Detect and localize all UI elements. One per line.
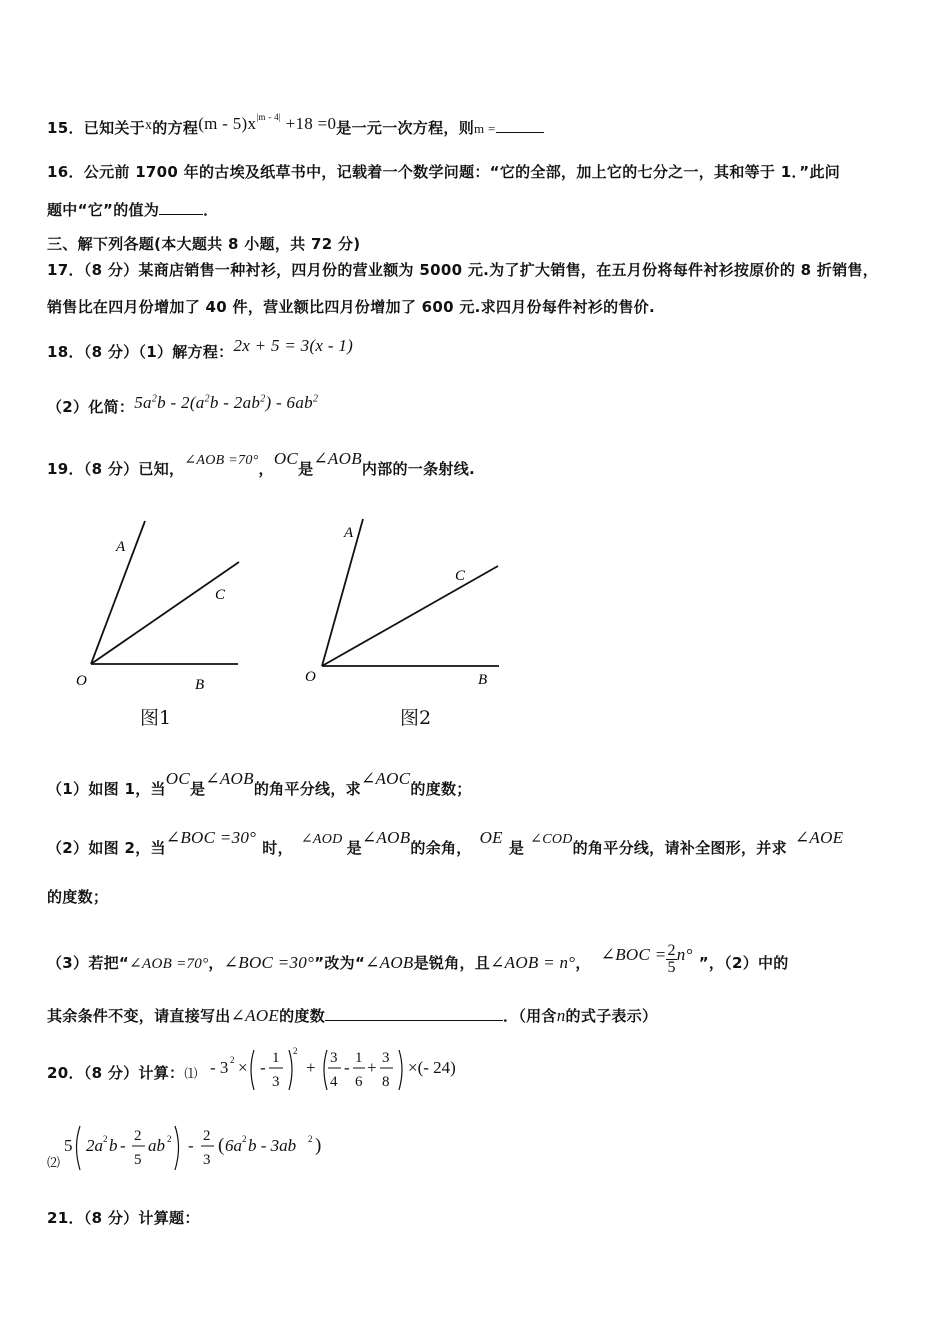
svg-text:3: 3 [272,1074,280,1090]
q16-text: 题中“它”的值为 [47,201,160,219]
fig1-ray-oc [91,562,239,664]
svg-text:b - 3ab: b - 3ab [248,1136,297,1155]
q19-tail: 内部的一条射线. [361,460,475,478]
q20-part-1-expression [208,1042,478,1096]
svg-text:-: - [120,1136,126,1155]
q15-text-3: 是一元一次方程，则 [336,119,474,137]
svg-text:2: 2 [134,1128,142,1144]
fig1-label-b: B [195,677,205,693]
q18-part-1-label: 18．（8 分）（1）解方程： [47,343,234,361]
q15-text-2: 的方程 [152,119,199,137]
q19-part-3-aob70: ∠AOB =70° [129,956,209,972]
svg-text:5: 5 [64,1136,73,1155]
svg-text:b: b [109,1136,118,1155]
q19-part-3-aobn: ∠AOB = n° [490,953,576,972]
fig1-label-c: C [215,587,226,603]
q18-part-2-expression: $5a^2b - 2(a^2b - 2ab^2) - 6ab^2$ [134,393,319,412]
svg-text:2: 2 [203,1128,211,1144]
q16-period: ． [203,201,219,219]
q19-part-2-oe: OE [479,828,503,847]
q19-label: 19．（8 分）已知， [47,460,185,478]
q19-part-2-cont: 的度数； [47,888,109,906]
fig1-label-o: O [76,673,87,689]
q19-part-2-aoe: ∠AOE [794,828,844,847]
q19-part-3-text-f: 的度数 [279,1007,326,1025]
svg-text:3: 3 [330,1050,338,1066]
q18-part-2-label: （2）化简： [47,398,135,416]
svg-text:6a: 6a [225,1136,242,1155]
q19-part-2-aob: ∠AOB [361,828,411,847]
q19-part-3-text-d: ”，（2）中的 [698,954,789,972]
q19-part-3-fraction: $\frac{2}{5}$ [667,942,676,976]
q19-part-3: （3）若把“∠AOB =70°，∠BOC =30°”改为“∠AOB是锐角，且∠AOB = n°， ∠BOC = $\frac{2}{5}$ n° ”，（2）中的 [47,942,789,976]
q19-answer-blank[interactable] [325,1006,503,1021]
q15-line [47,112,544,138]
q20-part-1 [47,1062,198,1083]
figure-2 [300,515,510,695]
fig2-ray-oa [322,519,363,666]
fig2-label-a: A [344,525,354,541]
svg-text:1: 1 [272,1050,280,1066]
svg-text:-: - [188,1136,194,1155]
svg-text:8: 8 [382,1074,390,1090]
q19-part-1: （1）如图 1，当OC是∠AOB的角平分线，求∠AOC的度数； [47,769,472,798]
svg-text:): ) [315,1135,322,1156]
q15-equation: $(m - 5)x^{|m - 4|} +18 =0$ [198,112,337,133]
q19-part-3-text-a: （3）若把“ [47,954,130,972]
q19-part-1-aob: ∠AOB [205,769,254,788]
svg-text:2: 2 [167,1134,172,1144]
svg-text:5: 5 [134,1152,142,1168]
q19-part-3-text-h: 的式子表示） [565,1007,658,1025]
q15-number: 15． [47,119,84,137]
q20-label: 20．（8 分）计算： [47,1064,185,1082]
svg-text:ab: ab [148,1136,165,1155]
svg-text:3: 3 [203,1152,211,1168]
svg-text:(: ( [218,1135,225,1156]
q19-part-3-text-c: 是锐角，且 [413,954,491,972]
q19-part-1-text-b: 的角平分线，求 [253,780,361,798]
svg-text:2: 2 [308,1134,313,1144]
q19-part-2-cod: ∠COD [530,832,573,847]
q19-part-1-oc: OC [165,769,191,788]
q18-part-2 [47,393,318,417]
svg-text:6: 6 [355,1074,363,1090]
q19-part-1-text-c: 的度数； [410,780,472,798]
svg-text:2a: 2a [86,1136,103,1155]
svg-text:×(- 24): ×(- 24) [408,1058,456,1077]
q19-part-3-text-g: ．（用含 [503,1007,557,1025]
q15-var-x: x [144,118,153,133]
q18-part-1 [47,336,353,362]
q21-label: 21．（8 分）计算题： [47,1209,200,1227]
figure-1 [70,515,250,695]
svg-text:- 3: - 3 [210,1058,229,1077]
q19-part-1-text-a: （1）如图 1，当 [47,780,166,798]
q16-answer-blank[interactable] [159,200,203,215]
q19-part-3-cont [47,1005,657,1026]
fig2-label-c: C [455,568,466,584]
fig2-label-b: B [478,672,488,688]
q16-line-1: 16．公元前 1700 年的古埃及纸草书中，记载着一个数学问题：“它的全部，加上它的七分之一，其和等于 1．”此问 [47,163,841,181]
q19-part-2: （2）如图 2，当∠BOC =30°时， ∠AOD 是∠AOB的余角，OE是 ∠COD的角平分线，请补全图形，并求∠AOE [47,828,844,857]
q19-part-3-aob: ∠AOB [365,953,414,972]
q19-stem: 19．（8 分）已知，∠AOB =70°，OC是∠AOB内部的一条射线. [47,449,475,478]
figure-2-caption: 图2 [400,707,432,729]
q19-part-3-n: n° [676,945,693,964]
q18-part-1-equation: 2x + 5 = 3(x - 1) [233,336,354,355]
section-3-heading: 三、解下列各题(本大题共 8 小题，共 72 分) [47,235,361,253]
figure-1-caption: 图1 [140,707,172,729]
q15-answer-blank[interactable] [496,118,544,133]
q19-condition: ∠AOB =70° [184,453,259,468]
q19-part-3-var-n: n [556,1006,566,1025]
svg-text:-: - [260,1058,266,1077]
q19-part-3-boc30: ∠BOC =30° [223,953,315,972]
q16-line-2 [47,199,218,220]
svg-text:3: 3 [382,1050,390,1066]
q20-part-2-expression [62,1120,342,1174]
svg-text:+: + [367,1058,377,1077]
svg-text:×: × [238,1058,248,1077]
q15-var-m: m = [474,121,496,136]
q19-part-3-text-e: 其余条件不变，请直接写出 [47,1007,231,1025]
fig1-label-a: A [116,539,126,555]
q19-part-3-aoe: ∠AOE [230,1006,280,1025]
svg-text:+: + [306,1058,316,1077]
q20-part-1-marker: ⑴ [184,1067,198,1082]
q19-part-3-boc: ∠BOC = [600,945,667,964]
q19-part-2-boc: ∠BOC =30° [165,828,257,847]
q19-angle-aob: ∠AOB [313,449,362,468]
q17-line-1: 17．（8 分）某商店销售一种衬衫，四月份的营业额为 5000 元.为了扩大销售，在五月份将每件衬衫按原价的 8 折销售， [47,261,879,279]
q19-part-3-text-b: ”改为“ [314,954,366,972]
svg-text:4: 4 [330,1074,338,1090]
q20-part-2-marker: ⑵ [47,1156,61,1171]
fig2-label-o: O [305,669,316,685]
q19-part-1-aoc: ∠AOC [360,769,411,788]
q15-text-1: 已知关于 [83,119,145,137]
q19-ray-oc: OC [273,449,299,468]
svg-text:2: 2 [103,1134,108,1144]
svg-text:2: 2 [242,1134,247,1144]
fig2-ray-oc [322,566,498,666]
svg-text:2: 2 [293,1046,298,1056]
q19-part-2-text-a: （2）如图 2，当 [47,839,166,857]
svg-text:2: 2 [230,1055,235,1065]
svg-text:1: 1 [355,1050,363,1066]
q17-line-2: 销售比在四月份增加了 40 件，营业额比四月份增加了 600 元.求四月份每件衬衫的售价. [47,298,655,316]
q19-part-2-aod: ∠AOD [300,832,343,847]
svg-text:-: - [344,1058,350,1077]
q19-part-2-text-b: 的角平分线，请补全图形，并求 [572,839,787,857]
